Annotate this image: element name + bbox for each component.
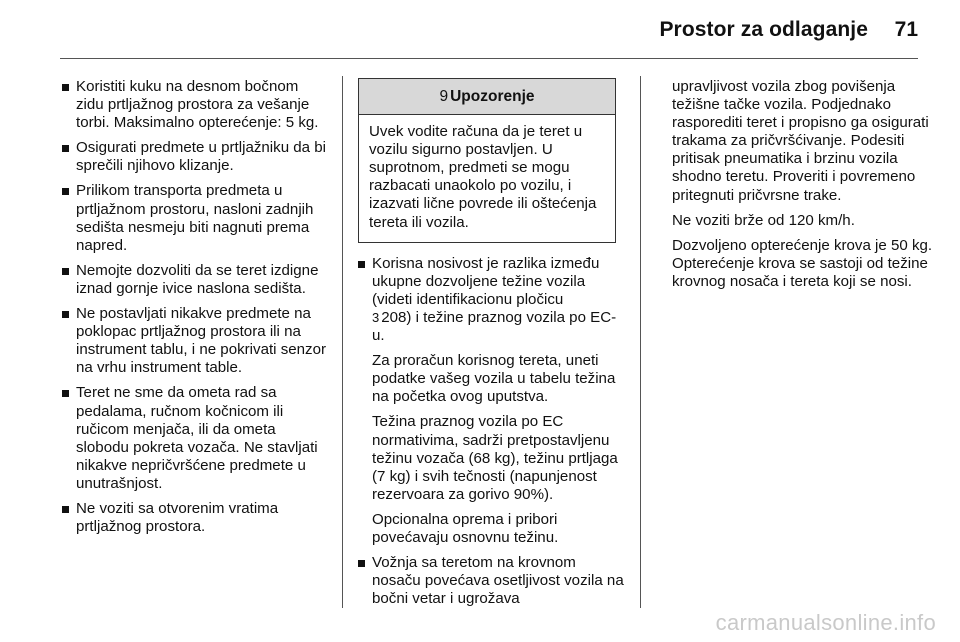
page-reference-arrow-icon: 3 [372,309,380,325]
sub-paragraph: Težina praznog vozila po EC normativima, sadrži pretpostavljenu težinu vozača (68 kg), težinu prtljaga (7 kg) i svih tečnosti (napunjenost rezervoara za gorivo 90%). [372,413,618,503]
header-title: Prostor za odlaganje [659,18,868,41]
paragraph: upravljivost vozila zbog povišenja težišne tačke vozila. Podjednako rasporediti teret i propisno ga osigurati trakama za pričvršćivanje. Podesiti pritisak pneumatika i brzinu vozila shodno teretu. Proveriti i povremeno pritegnuti pričvrsne trake. [672,78,929,204]
sub-paragraph: Opcionalna oprema i pribori povećavaju osnovnu težinu. [372,510,559,546]
column-2 [358,78,624,615]
list-item [358,255,624,547]
bullet-text: Korisna nosivost je razlika između ukupne dozvoljene težine vozila (videti identifikacionu pločicu [372,254,600,308]
list-item: Teret ne sme da ometa rad sa pedalama, ručnom kočnicom ili ručicom menjača, ili da ometa slobodu pokreta vozača. Ne stavljati nikakve nepričvršćene predmete u unutrašnjost. [62,384,328,493]
header-divider [60,58,918,59]
paragraph: Dozvoljeno opterećenje krova je 50 kg. Opterećenje krova se sastoji od težine krovnog nosača i tereta koji se nosi. [672,236,933,290]
list-item: Koristiti kuku na desnom bočnom zidu prtljažnog prostora za vešanje torbi. Maksimalno opterećenje: 5 kg. [62,78,328,132]
warning-header [359,79,615,115]
list-item: Vožnja sa teretom na krovnom nosaču povećava osetljivost vozila na bočni vetar i ugrožava [358,554,624,608]
bullet-list [62,78,328,536]
list-item: Nemojte dozvoliti da se teret izdigne iznad gornje ivice naslona sedišta. [62,262,328,298]
warning-title: Upozorenje [450,88,535,105]
column-divider-1 [342,76,343,608]
warning-icon: 9 [439,88,449,105]
bullet-list [358,255,624,609]
column-1 [62,78,328,543]
column-divider-2 [640,76,641,608]
page-reference-text: 208) i težine praznog vozila po EC-u. [372,308,617,345]
warning-body: Uvek vodite računa da je teret u vozilu sigurno postavljen. U suprotnom, predmeti se mogu razbacati unaokolo po vozilu, i izazvati lične povrede ili oštećenja tereta ili vozila. [369,123,597,231]
paragraph: Ne voziti brže od 120 km/h. [672,211,855,229]
list-item: Ne postavljati nikakve predmete na poklopac prtljažnog prostora ili na instrument tablu, i ne pokrivati senzor na vrhu instrument table. [62,305,328,377]
column-3 [672,78,940,298]
page-number: 71 [894,18,918,41]
watermark: carmanualsonline.info [715,610,936,635]
warning-box [358,78,616,243]
list-item: Ne voziti sa otvorenim vratima prtljažnog prostora. [62,500,328,536]
sub-paragraph: Za proračun korisnog tereta, uneti podatke vašeg vozila u tabelu težina na početka ovog uputstva. [372,352,616,406]
list-item: Osigurati predmete u prtljažniku da bi sprečili njihovo klizanje. [62,139,328,175]
list-item: Prilikom transporta predmeta u prtljažnom prostoru, nasloni zadnjih sedišta nesmeju biti nagnuti prema napred. [62,182,328,254]
